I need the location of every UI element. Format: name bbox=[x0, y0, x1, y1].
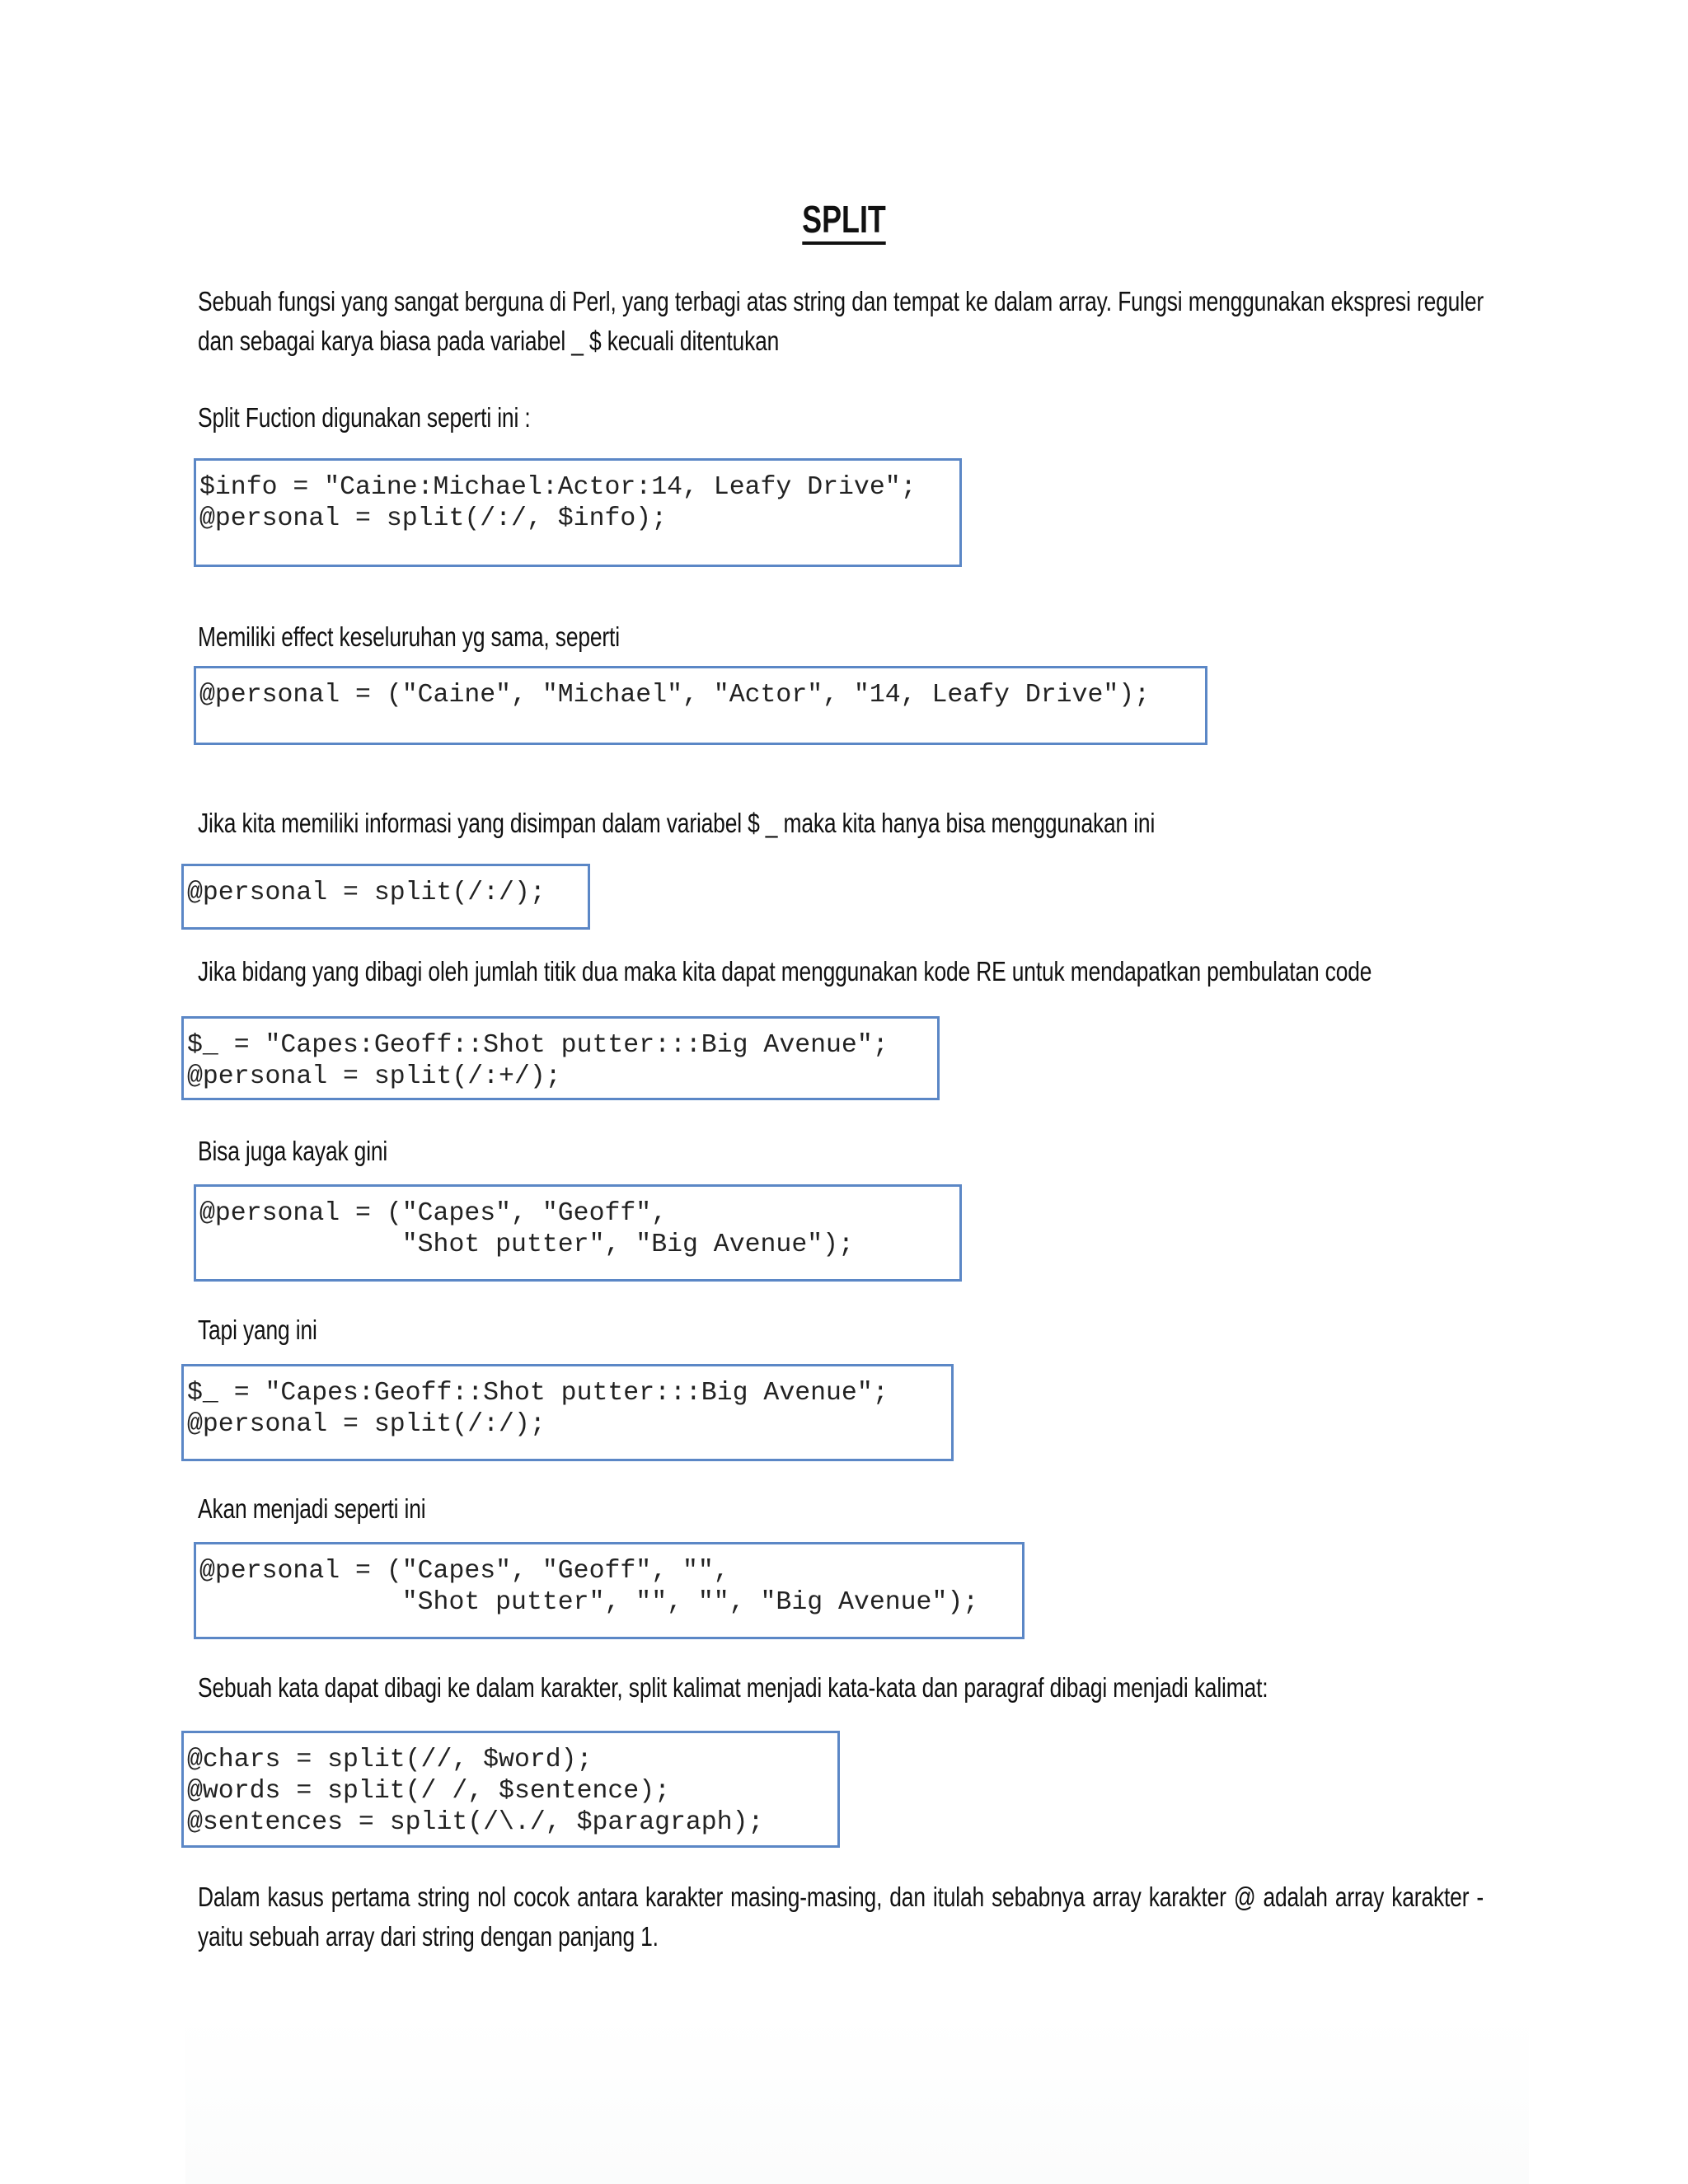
code-block-colon-split bbox=[181, 1364, 954, 1461]
code-text: @personal = ("Caine", "Michael", "Actor", "14, Leafy Drive"); bbox=[199, 681, 1151, 710]
code-text: $_ = "Capes:Geoff::Shot putter:::Big Avenue"; @personal = split(/:/); bbox=[187, 1379, 889, 1439]
page-title-text: SPLIT bbox=[802, 198, 886, 245]
code-text: @personal = split(/:/); bbox=[187, 879, 546, 907]
code-block-colon-result bbox=[194, 1542, 1025, 1639]
page-title bbox=[185, 196, 1502, 242]
paragraph-chars-words: Sebuah kata dapat dibagi ke dalam karakter, split kalimat menjadi kata-kata dan paragraf dibagi menjadi kalimat: bbox=[198, 1672, 1268, 1703]
code-text: $info = "Caine:Michael:Actor:14, Leafy Drive"; @personal = split(/:/, $info); bbox=[199, 473, 917, 533]
paragraph-becomes: Akan menjadi seperti ini bbox=[198, 1493, 426, 1524]
paragraph-multi-colon: Jika bidang yang dibagi oleh jumlah titik dua maka kita dapat menggunakan kode RE untuk mendapatkan pembulatan code bbox=[198, 956, 1372, 987]
code-text: @chars = split(//, $word); @words = split(/ /, $sentence); @sentences = split(/\./, $paragraph); bbox=[187, 1746, 764, 1837]
code-block-plus-result bbox=[194, 1184, 962, 1282]
paragraph-alt: Bisa juga kayak gini bbox=[198, 1136, 388, 1166]
code-text: @personal = ("Capes", "Geoff", "Shot putter", "Big Avenue"); bbox=[199, 1199, 854, 1259]
page-bottom-shade bbox=[185, 2011, 1529, 2184]
code-block-plus-split bbox=[181, 1016, 940, 1100]
code-text: $_ = "Capes:Geoff::Shot putter:::Big Avenue"; @personal = split(/:+/); bbox=[187, 1031, 889, 1091]
code-block-default-split bbox=[181, 864, 590, 930]
paragraph-intro: Sebuah fungsi yang sangat berguna di Perl, yang terbagi atas string dan tempat ke dalam array. Fungsi menggunakan ekspresi reguler dan sebagai karya biasa pada variabel _ $ kecuali ditentukan bbox=[198, 286, 1484, 356]
paragraph-but-this: Tapi yang ini bbox=[198, 1315, 317, 1345]
code-block-info-split bbox=[194, 458, 962, 567]
paragraph-conclusion: Dalam kasus pertama string nol cocok antara karakter masing-masing, dan itulah sebabnya array karakter @ adalah array karakter - yaitu sebuah array dari string dengan panjang 1. bbox=[198, 1882, 1484, 1952]
code-block-chars-split bbox=[181, 1731, 840, 1848]
code-block-same-list bbox=[194, 666, 1207, 745]
paragraph-same-effect: Memiliki effect keseluruhan yg sama, seperti bbox=[198, 621, 620, 652]
paragraph-usage: Split Fuction digunakan seperti ini : bbox=[198, 402, 531, 433]
code-text: @personal = ("Capes", "Geoff", "", "Shot putter", "", "", "Big Avenue"); bbox=[199, 1557, 979, 1617]
paragraph-default-var: Jika kita memiliki informasi yang disimpan dalam variabel $ _ maka kita hanya bisa menggunakan ini bbox=[198, 808, 1156, 838]
